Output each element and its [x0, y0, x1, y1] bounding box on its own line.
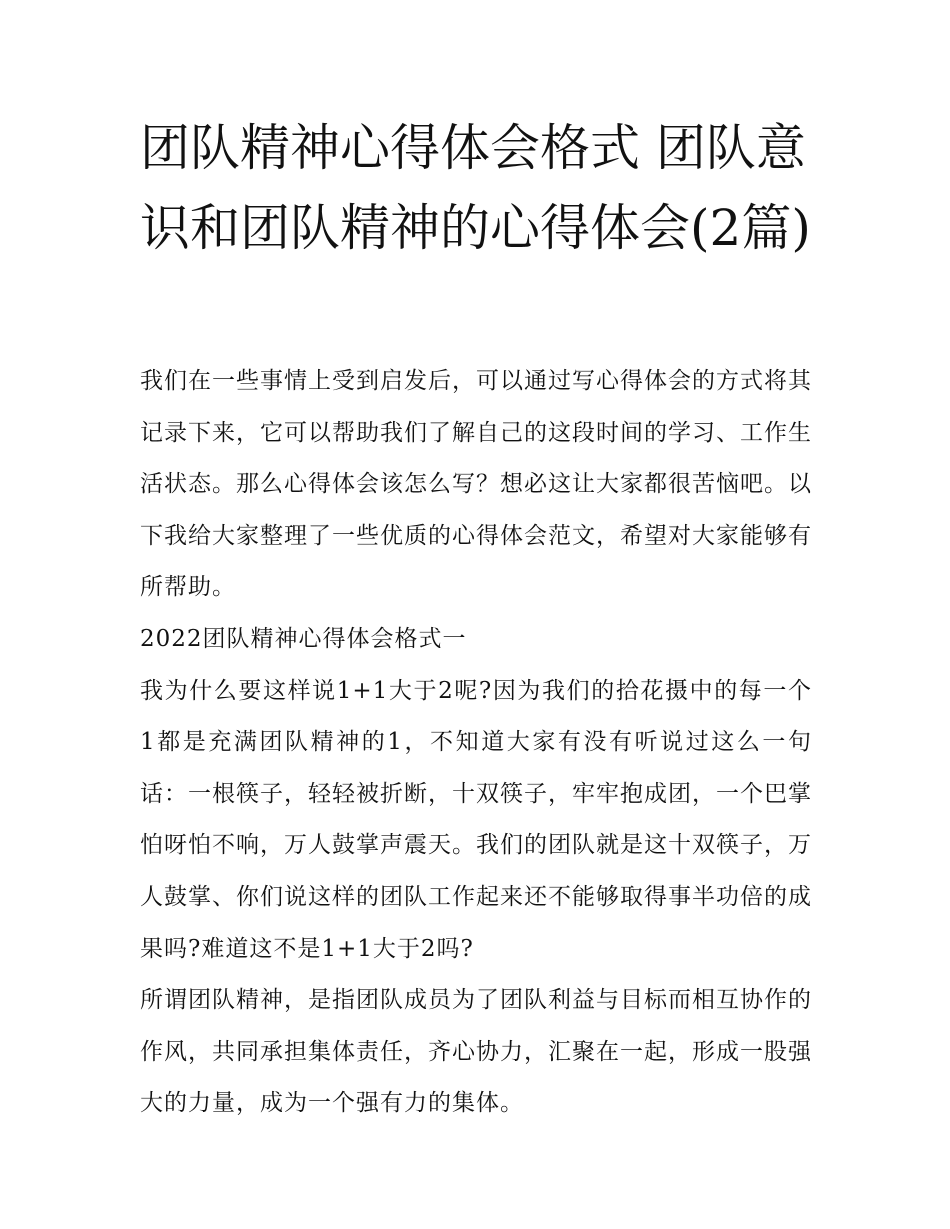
intro-paragraph: 我们在一些事情上受到启发后，可以通过写心得体会的方式将其记录下来，它可以帮助我们了解自己的这段时间的学习、工作生活状态。那么心得体会该怎么写？想必这让大家都很苦恼吧。以下我给大家整理了一些优质的心得体会范文，希望对大家能够有所帮助。: [140, 368, 812, 601]
document-title: 团队精神心得体会格式 团队意识和团队精神的心得体会(2篇): [140, 119, 811, 257]
body-paragraph: 我为什么要这样说1+1大于2呢?因为我们的拾花摄中的每一个1都是充满团队精神的1，不知道大家有没有听说过这么一句话：一根筷子，轻轻被折断，十双筷子，牢牢抱成团，一个巴掌怕呀怕不响，万人鼓掌声震天。我们的团队就是这十双筷子，万人鼓掌、你们说这样的团队工作起来还不能够取得事半功倍的成果吗?难道这不是1+1大于2吗?: [140, 677, 812, 962]
body-paragraph: 所谓团队精神，是指团队成员为了团队利益与目标而相互协作的作风，共同承担集体责任，齐心协力，汇聚在一起，形成一股强大的力量，成为一个强有力的集体。: [140, 987, 812, 1117]
document-body: [140, 356, 812, 1130]
section-heading: 2022团队精神心得体会格式一: [140, 625, 467, 652]
